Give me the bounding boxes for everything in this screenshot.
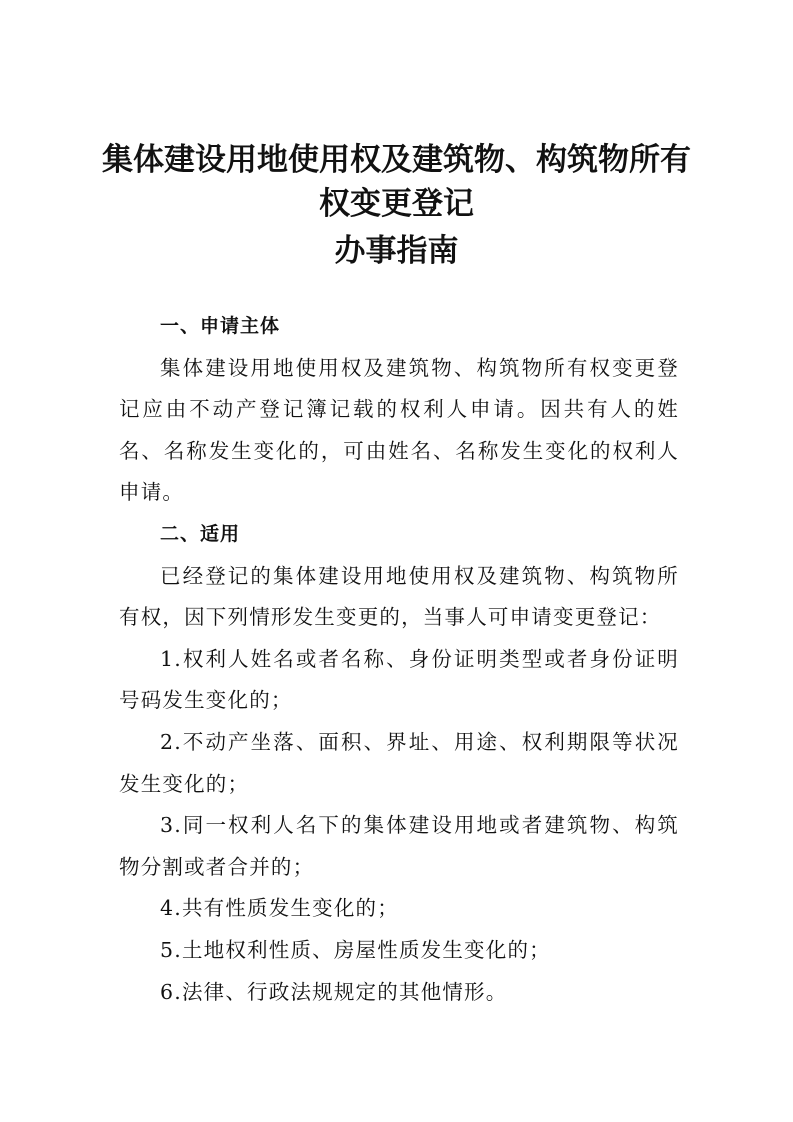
list-item: 5.土地权利性质、房屋性质发生变化的； [160,937,551,962]
title-line-1: 集体建设用地使用权及建筑物、构筑物所有 [102,142,691,178]
section-heading-applicant: 一、申请主体 [160,315,281,337]
document-body [119,306,679,1013]
list-item: 2.不动产坐落、面积、界址、用途、权利期限等状况发生变化的； [119,729,679,796]
section-paragraph-applicant: 集体建设用地使用权及建筑物、构筑物所有权变更登记应由不动产登记簿记载的权利人申请。因共有人的姓名、名称发生变化的，可由姓名、名称发生变化的权利人申请。 [119,355,679,505]
list-item: 1.权利人姓名或者名称、身份证明类型或者身份证明号码发生变化的； [119,646,679,713]
list-item: 6.法律、行政法规规定的其他情形。 [160,979,508,1004]
section-heading-scope: 二、适用 [160,522,241,545]
document-title [100,138,693,273]
title-line-2: 权变更登记 [319,186,474,222]
section-paragraph-scope: 已经登记的集体建设用地使用权及建筑物、构筑物所有权，因下列情形发生变更的，当事人可申请变更登记： [119,563,679,630]
title-line-3: 办事指南 [334,233,459,269]
list-item: 4.共有性质发生变化的； [160,896,399,921]
list-item: 3.同一权利人名下的集体建设用地或者建筑物、构筑物分割或者合并的； [119,813,679,879]
